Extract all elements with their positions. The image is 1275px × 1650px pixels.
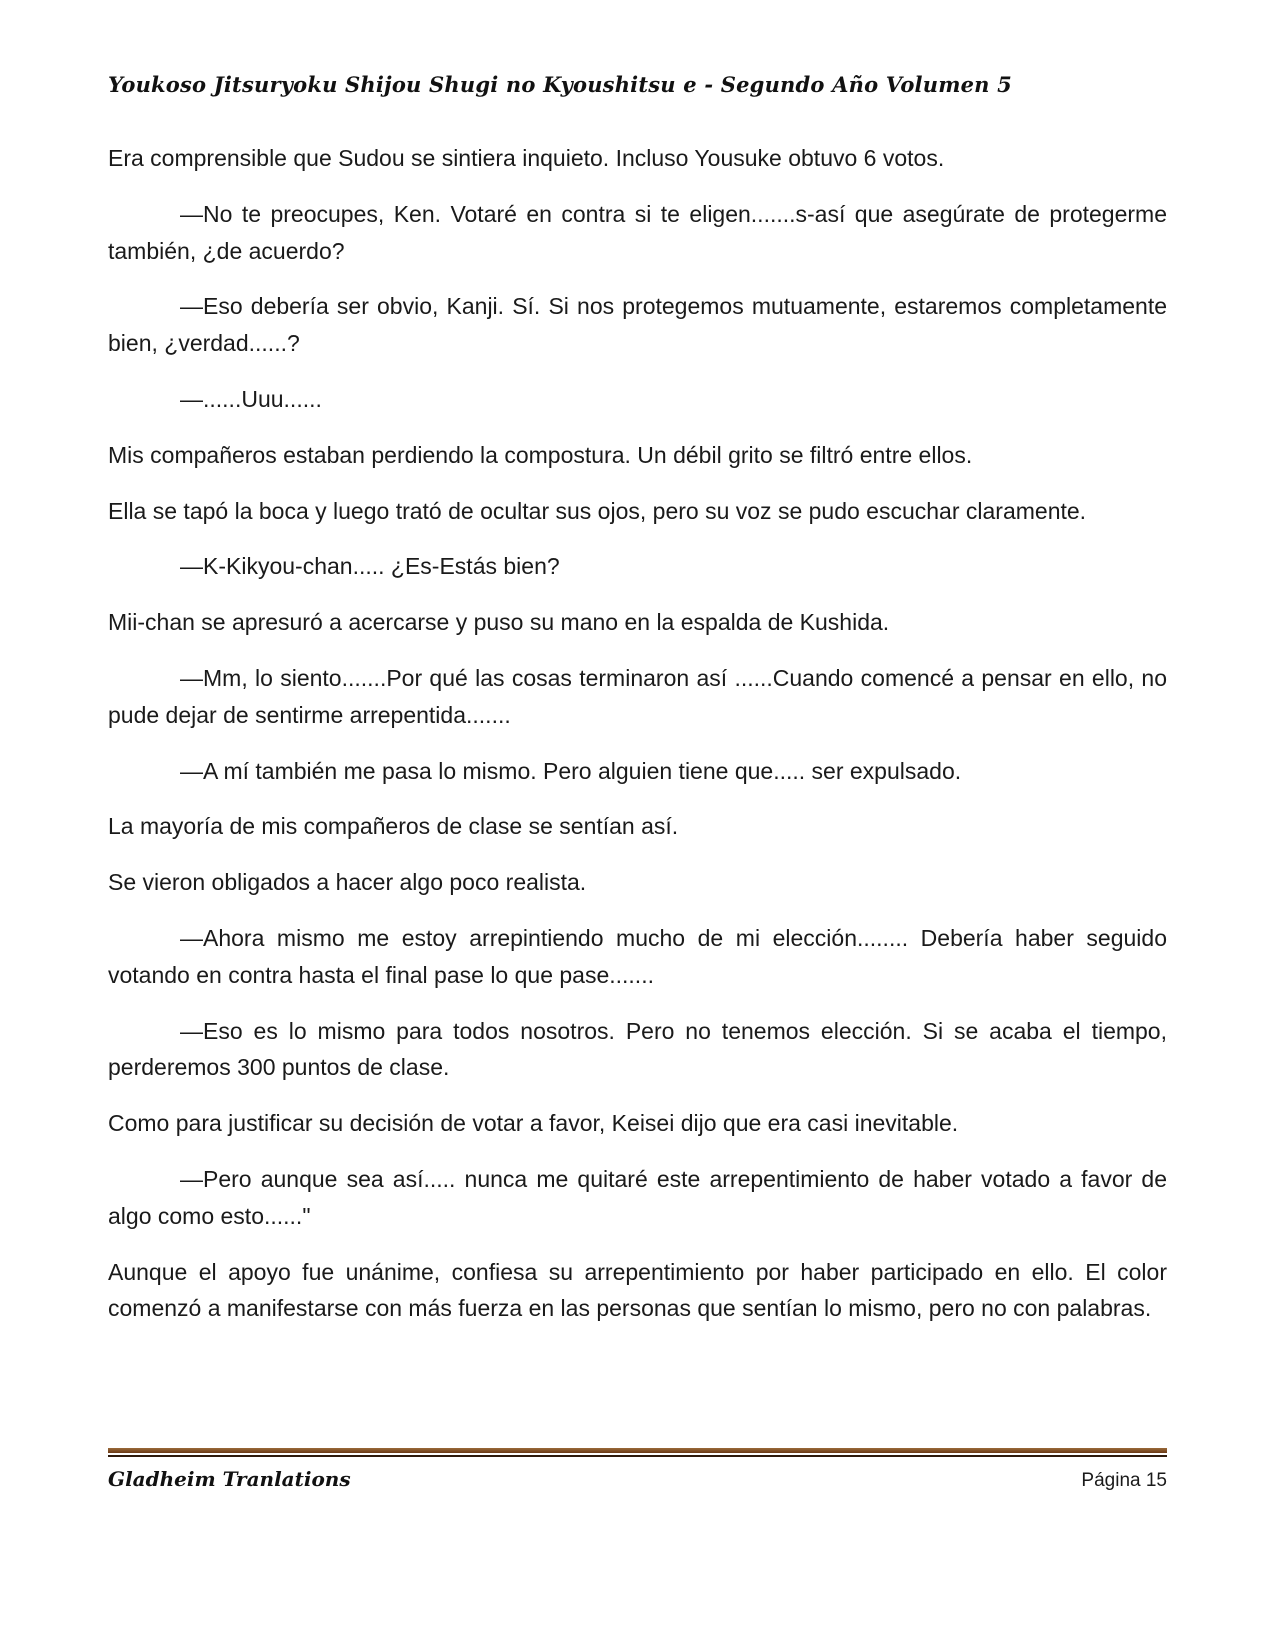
narrative-paragraph: Era comprensible que Sudou se sintiera inquieto. Incluso Yousuke obtuvo 6 votos. bbox=[108, 145, 945, 171]
footer-rule-thin bbox=[108, 1455, 1167, 1457]
footer-rule-thick bbox=[108, 1448, 1167, 1453]
dialogue-paragraph: —No te preocupes, Ken. Votaré en contra si te eligen.......s-así que asegúrate de protegerme también, ¿de acuerdo? bbox=[108, 200, 1167, 264]
footer-translator-credit: Gladheim Tranlations bbox=[108, 1467, 351, 1491]
dialogue-paragraph: —Pero aunque sea así..... nunca me quitaré este arrepentimiento de haber votado a favor de algo como esto......" bbox=[108, 1165, 1167, 1229]
dialogue-paragraph: —Eso debería ser obvio, Kanji. Sí. Si nos protegemos mutuamente, estaremos completamente bien, ¿verdad......? bbox=[108, 293, 1167, 357]
page-header bbox=[108, 72, 1167, 97]
dialogue-paragraph: —Ahora mismo me estoy arrepintiendo mucho de mi elección........ Debería haber seguido votando en contra hasta el final pase lo que pase....... bbox=[108, 924, 1167, 988]
dialogue-paragraph: —Mm, lo siento.......Por qué las cosas terminaron así ......Cuando comencé a pensar en ello, no pude dejar de sentirme arrepentida....... bbox=[108, 664, 1167, 728]
dialogue-paragraph: —A mí también me pasa lo mismo. Pero alguien tiene que..... ser expulsado. bbox=[180, 757, 962, 784]
footer-page-number: Página 15 bbox=[1081, 1470, 1167, 1491]
body-text bbox=[108, 140, 1167, 1346]
narrative-paragraph: Aunque el apoyo fue unánime, confiesa su arrepentimiento por haber participado en ello. El color comenzó a manifestarse con más fuerza en las personas que sentían lo mismo, pero no con palabras. bbox=[108, 1258, 1167, 1322]
page-footer bbox=[108, 1448, 1167, 1492]
dialogue-paragraph: —......Uuu...... bbox=[180, 385, 322, 412]
narrative-paragraph: La mayoría de mis compañeros de clase se sentían así. bbox=[108, 813, 679, 840]
dialogue-paragraph: —K-Kikyou-chan..... ¿Es-Estás bien? bbox=[180, 553, 560, 580]
header-title: Youkoso Jitsuryoku Shijou Shugi no Kyoushitsu e - Segundo Año Volumen 5 bbox=[108, 72, 1012, 97]
narrative-paragraph: Mii-chan se apresuró a acercarse y puso su mano en la espalda de Kushida. bbox=[108, 609, 890, 636]
narrative-paragraph: Mis compañeros estaban perdiendo la compostura. Un débil grito se filtró entre ellos. bbox=[108, 441, 973, 468]
narrative-paragraph: Se vieron obligados a hacer algo poco realista. bbox=[108, 869, 587, 896]
narrative-paragraph: Como para justificar su decisión de votar a favor, Keisei dijo que era casi inevitable. bbox=[108, 1110, 959, 1137]
dialogue-paragraph: —Eso es lo mismo para todos nosotros. Pero no tenemos elección. Si se acaba el tiempo, perderemos 300 puntos de clase. bbox=[108, 1017, 1167, 1081]
narrative-paragraph: Ella se tapó la boca y luego trató de ocultar sus ojos, pero su voz se pudo escuchar claramente. bbox=[108, 497, 1087, 524]
